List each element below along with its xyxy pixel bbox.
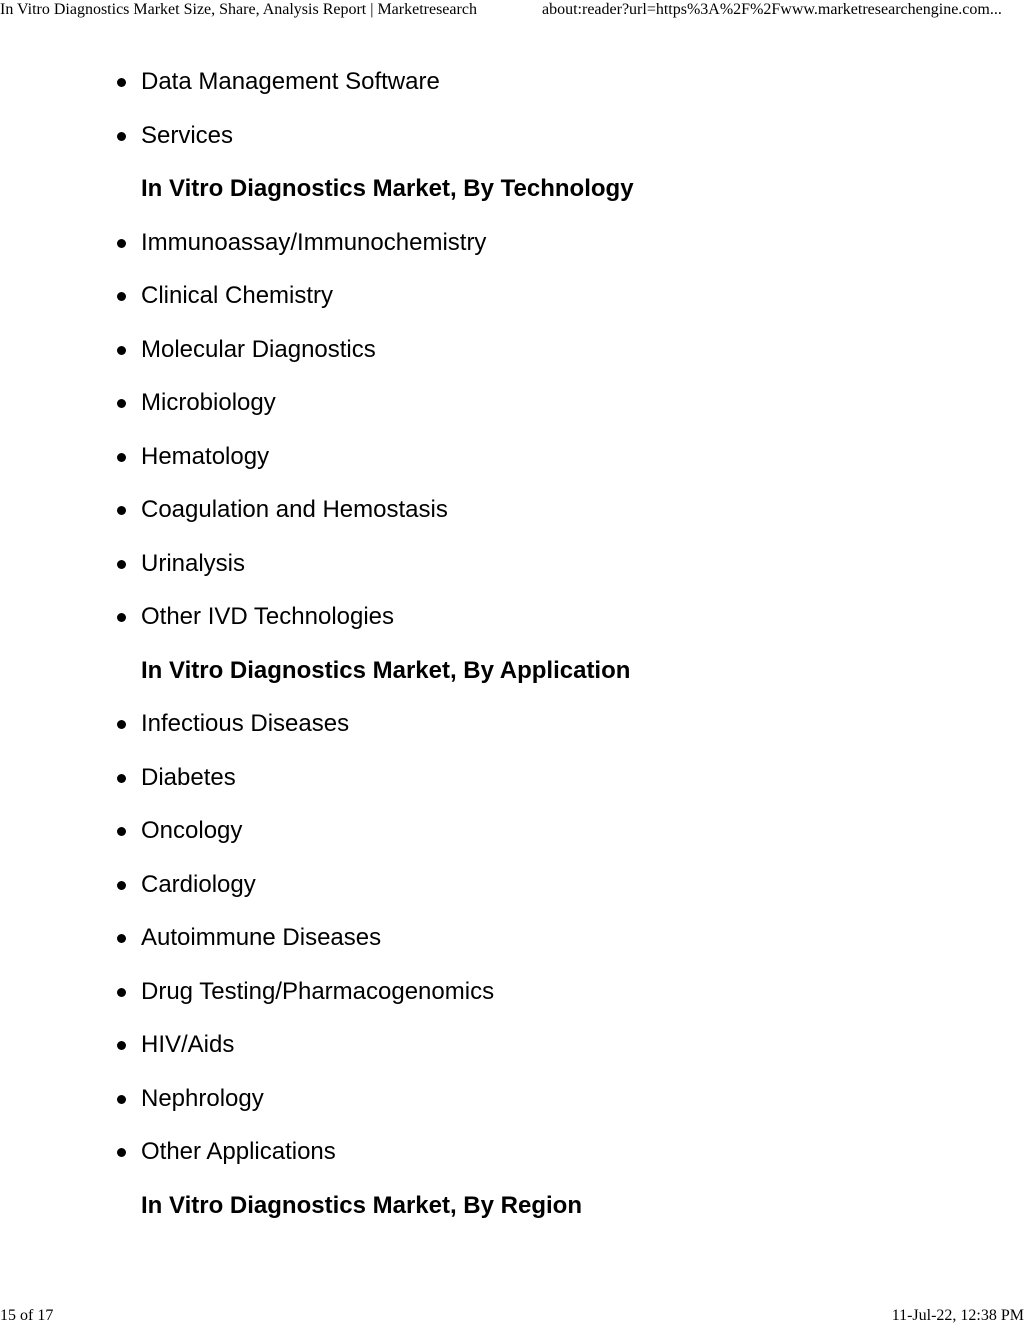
bullet-icon: [117, 613, 126, 622]
section-application: [0, 644, 1024, 1179]
section-region: [0, 1179, 1024, 1233]
bullet-list: [0, 697, 1024, 1179]
print-header: [0, 0, 1024, 20]
list-item-label: Data Management Software: [141, 68, 440, 95]
print-datetime: 11-Jul-22, 12:38 PM: [891, 1307, 1024, 1324]
bullet-icon: [117, 560, 126, 569]
section-products: [0, 55, 1024, 162]
section-heading: In Vitro Diagnostics Market, By Application: [141, 656, 631, 684]
bullet-icon: [117, 1095, 126, 1104]
list-item-label: Services: [141, 121, 234, 149]
bullet-icon: [117, 988, 126, 997]
bullet-icon: [117, 239, 126, 248]
list-item: [0, 858, 1024, 912]
list-item-label: Infectious Diseases: [141, 710, 350, 737]
list-item: [0, 751, 1024, 805]
list-item: [0, 965, 1024, 1019]
bullet-icon: [117, 506, 126, 515]
section-technology: [0, 162, 1024, 644]
bullet-icon: [117, 453, 126, 462]
bullet-icon: [117, 881, 126, 890]
list-item-label: Clinical Chemistry: [141, 282, 334, 309]
bullet-icon: [117, 346, 126, 355]
list-item: [0, 269, 1024, 323]
bullet-icon: [117, 774, 126, 783]
list-item-label: Autoimmune Diseases: [141, 924, 382, 951]
list-item: [0, 216, 1024, 270]
bullet-icon: [117, 720, 126, 729]
bullet-icon: [117, 292, 126, 301]
list-item: [0, 1018, 1024, 1072]
bullet-icon: [117, 78, 126, 87]
list-item: [0, 1125, 1024, 1179]
list-item-label: Urinalysis: [141, 549, 246, 577]
list-item: [0, 537, 1024, 591]
bullet-list: [0, 55, 1024, 162]
bullet-icon: [117, 1041, 126, 1050]
bullet-icon: [117, 399, 126, 408]
section-heading: In Vitro Diagnostics Market, By Technology: [141, 175, 634, 202]
list-item: [0, 430, 1024, 484]
list-item-label: Immunoassay/Immunochemistry: [141, 228, 487, 256]
page-number: 15 of 17: [0, 1307, 54, 1324]
list-item: [0, 804, 1024, 858]
list-item-label: Microbiology: [141, 389, 276, 416]
list-item-label: Coagulation and Hemostasis: [141, 496, 448, 523]
list-item: [0, 376, 1024, 430]
print-footer: [0, 1306, 1024, 1326]
list-item-label: Molecular Diagnostics: [141, 335, 376, 363]
bullet-icon: [117, 132, 126, 141]
bullet-icon: [117, 827, 126, 836]
list-item-label: Cardiology: [141, 870, 256, 898]
article-content: [0, 55, 1024, 1232]
page-title: In Vitro Diagnostics Market Size, Share, Analysis Report | Marketresearch: [0, 1, 477, 18]
list-item-label: Drug Testing/Pharmacogenomics: [141, 977, 495, 1005]
list-item-label: HIV/Aids: [141, 1031, 235, 1058]
list-item: [0, 590, 1024, 644]
list-item: [0, 911, 1024, 965]
list-item-label: Other Applications: [141, 1138, 336, 1165]
bullet-icon: [117, 1148, 126, 1157]
list-item: [0, 483, 1024, 537]
list-item-label: Diabetes: [141, 763, 236, 791]
list-item-label: Hematology: [141, 442, 270, 470]
list-item-label: Oncology: [141, 817, 243, 844]
list-item: [0, 697, 1024, 751]
list-item: [0, 323, 1024, 377]
bullet-list: [0, 216, 1024, 644]
list-item-label: Nephrology: [141, 1084, 264, 1112]
bullet-icon: [117, 934, 126, 943]
section-heading: In Vitro Diagnostics Market, By Region: [141, 1191, 582, 1219]
list-item: [0, 55, 1024, 109]
page-url: about:reader?url=https%3A%2F%2Fwww.marketresearchengine.com...: [542, 1, 1002, 18]
list-item-label: Other IVD Technologies: [141, 603, 395, 630]
list-item: [0, 109, 1024, 163]
list-item: [0, 1072, 1024, 1126]
